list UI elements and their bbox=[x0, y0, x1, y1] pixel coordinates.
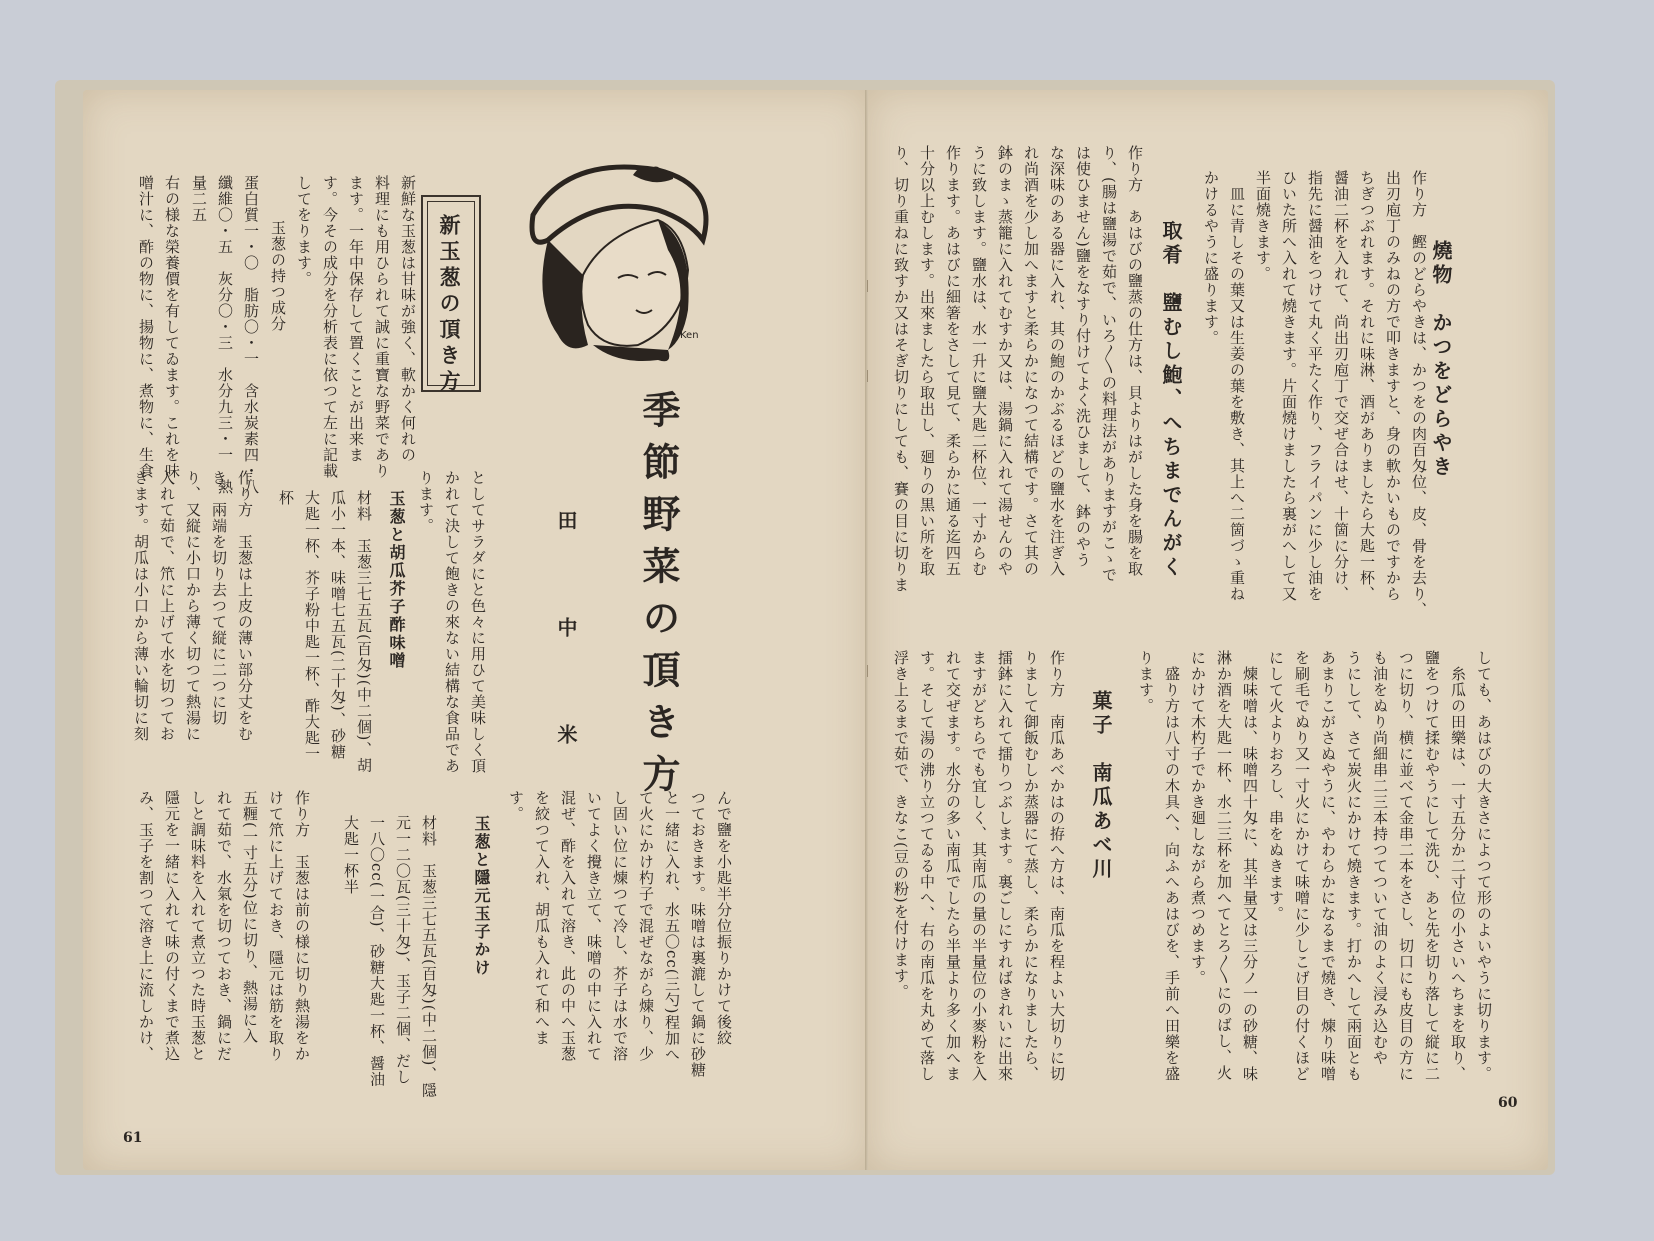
left-page bbox=[83, 90, 868, 1170]
article-title: 季節野菜の頂き方 bbox=[636, 390, 681, 806]
recipe2-method: 作り方 玉葱は前の様に切り熱湯をか けて笊に上げておき、隱元は筋を取り 五糎(一寸五分)位に切り、熱湯に入 れて茹で、水氣を切つておき、鍋にだ しと調味料を入れて煮立つた時玉葱と 隱元を一緒に入れて味の付くまで煮込 み、玉子を割つて溶き上に流しかけ、 bbox=[137, 790, 311, 1062]
recipe1-materials: 材料 玉葱三七五瓦(百匁)(中二個)、胡 瓜小一本、味噌七五瓦(二十匁)、砂糖 大匙一杯、芥子粉中匙一杯、酢大匙一 杯 bbox=[277, 490, 373, 774]
magazine-spread bbox=[55, 80, 1555, 1175]
kashi-heading: 菓子 南瓜あべ川 bbox=[1089, 690, 1113, 882]
yakimono-text: 作り方 鰹のどらやきは、かつをの肉百匁位、皮、骨を去り、 出刃庖丁のみねの方で叩きますと、身の軟かいものですから ちぎつぶれます。それに味淋、酒がありましたら大匙一杯、 醤油二杯を入れて、尚出刃庖丁で交ぜ合はせ、十箇に分け、 指先に醤油をつけて丸く平たく作り、フライパンに少し油を ひいた所へ入れて燒きます。片面燒けましたら裏がへして又 半面燒きます。 皿に青しその葉又は生姜の葉を敷き、其上へ二箇づゝ重ね かけるやうに盛ります。 bbox=[1202, 170, 1428, 618]
intro-text: 新鮮な玉葱は甘味が強く、軟かく何れの 料理にも用ひられて誠に重寶な野菜であり ます。一年中保存して置くことが出来ま す。今その成分を分析表に依つて左に記載 してをります。 bbox=[295, 175, 417, 479]
illustration-signature: Ken bbox=[680, 330, 699, 341]
recipe1-continued: んで鹽を小匙半分位振りかけて後絞 つておきます。味噌は裏漉して鍋に砂糖 と一緒に入れ、水五〇cc(三勺)程加へ て火にかけ杓子で混ぜながら煉り、少 し固い位に煉つて冷し、芥子は水で溶 いてよく攪き立て、味噌の中に入れて 混ぜ、酢を入れて溶き、此の中へ玉葱 を絞つて入れ、胡瓜も入れて和へま す。 bbox=[507, 790, 733, 1078]
kashi-text: 作り方 南瓜あべかはの拵へ方は、南瓜を程よい大切りに切 りまして御飯むしか蒸器にて蒸し、柔らかになりましたら、 擂鉢に入れて擂りつぶします。裏ごしにすればきれいに出來 ますがどちらでも宜しく、其南瓜の量の半量位の小麥粉を入 れて交ぜます。水分の多い南瓜でしたら半量より多く加へま す。そして湯の沸り立つてゐる中へ、右の南瓜を丸めて落し 浮き上るまで茹で、きなこ(豆の粉)を付けます。 bbox=[892, 650, 1066, 1082]
boxed-heading: 新玉葱の頂き方 bbox=[437, 214, 462, 396]
nutrition-table: 蛋白質一・〇 脂肪〇・一 含水炭素四・八 纖維〇・五 灰分〇・三 水分九三・一 熱 量二五 bbox=[190, 175, 260, 495]
boxed-heading-frame bbox=[421, 195, 481, 396]
nutrition-note: 右の様な榮養價を有してゐます。これを味 噌汁に、酢の物に、揚物に、煮物に、生食 bbox=[137, 175, 181, 479]
recipe1-title: 玉葱と胡瓜芥子酢味噌 bbox=[387, 490, 406, 670]
recipe1-method: 作り方 玉葱は上皮の薄い部分丈をむ き、兩端を切り去つて縦に二つに切 り、又縦に小口から薄く切つて熱湯に 入れて茹で、笊に上げて水を切つてお きます。胡瓜は小口から薄い輪切に刻 bbox=[132, 470, 254, 742]
girl-with-hat-illustration bbox=[508, 160, 713, 370]
recipe2-title: 玉葱と隱元玉子かけ bbox=[472, 815, 491, 977]
lower-intro-text: としてサラダにと色々に用ひて美味しく頂 かれて決して飽きの來ない結構な食品であ ります。 bbox=[417, 470, 487, 774]
nutrition-heading: 玉葱の持つ成分 bbox=[269, 220, 287, 332]
toriawase-text: 作り方 あはびの鹽蒸の仕方は、貝よりはがした身を腸を取 り、(腸は鹽湯で茹で、いろ〳〵の料理法がありますがこゝで は使ひません)鹽をなすり付けてよく洗ひまして、鉢のやう な深味のある器に入れ、其の鮑のかぶるほどの鹽水を注ぎ入 れ尚酒を少し加へますと柔らかになつて結構です。さて其の 鉢のまゝ蒸籠に入れてむすか又は、湯鍋に入れて湯せんのや うに致します。鹽水は、水一升に鹽大匙二杯位、一寸からむ 作ります。あはびに細箸をさして見て、柔らかに通る迄四五 十分以上むします。出來ましたら取出し、廻りの黒い所を取 り、切り重ねに致すか又はそぎ切りにしても、賽の目に切りま bbox=[892, 145, 1144, 593]
yakimono-heading: 燒物 かつをどらやき bbox=[1429, 240, 1453, 480]
article-author: 田 中 米 bbox=[554, 510, 578, 784]
right-page bbox=[868, 90, 1548, 1170]
toriawase-heading: 取肴 鹽むし鮑、へちまでんがく bbox=[1159, 220, 1183, 580]
recipe2-materials: 材料 玉葱三七五瓦(百匁)(中二個)、隱 元一二〇瓦(三十匁)、玉子二個、だし 一八〇cc(一合)、砂糖大匙一杯、醤油 大匙一杯半 bbox=[342, 815, 438, 1099]
page-number-left: 61 bbox=[123, 1130, 143, 1146]
page-number-right: 60 bbox=[1498, 1095, 1518, 1111]
dengaku-text: しても、あはびの大きさによつて形のよいやうに切ります。 糸瓜の田樂は、一寸五分か二寸位の小さいへちまを取り、 鹽をつけて揉むやうにして洗ひ、あと先を切り落して縦に二 つに切り、横に並べて金串二本をさし、切口にも皮目の方に も油をぬり尚細串二三本持つてついて油のよく浸み込むや うにして、さて炭火にかけて燒きます。打かへして兩面とも あまりこがさぬやうに、やわらかになるまで燒き、煉り味噌 を刷毛でぬり又一寸火にかけて味噌に少しこげ目の付くほど にして火よりおろし、串をぬきます。 煉味噌は、味噌四十匁に、其半量又は三分ノ一の砂糖、味 淋か酒を大匙一杯、水二三杯を加へてとろ〳〵にのばし、火 にかけて木杓子でかき廻しながら煮つめます。 盛り方は八寸の木具へ、向ふへあはびを、手前へ田樂を盛 ります。 bbox=[1137, 650, 1493, 1082]
